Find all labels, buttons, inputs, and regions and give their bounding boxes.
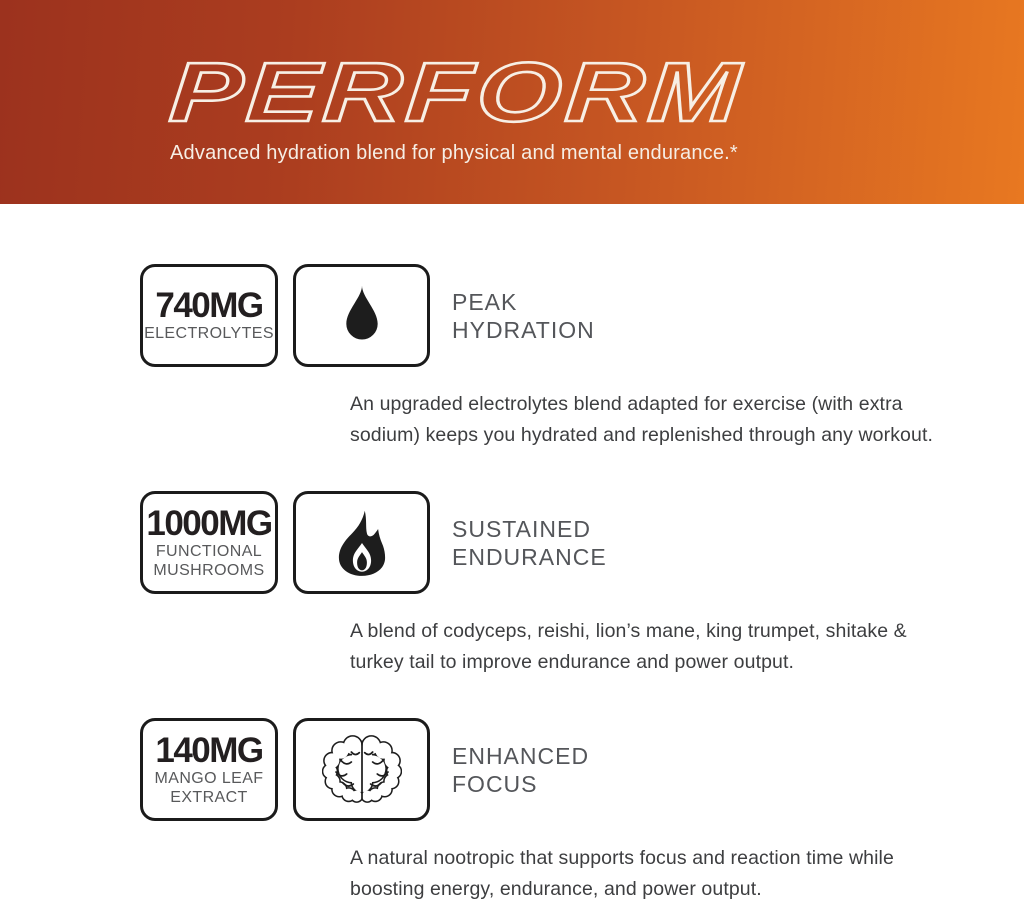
description-line: boosting energy, endurance, and power output. (350, 878, 762, 900)
amount-value: 140MG (155, 730, 263, 770)
ingredient-line: MUSHROOMS (153, 561, 265, 579)
banner-subtitle: Advanced hydration blend for physical and mental endurance.* (170, 142, 738, 164)
product-name-text: PERFORM (166, 45, 747, 139)
brain-glyph (322, 734, 402, 806)
amount-badge-mango-leaf (140, 718, 278, 821)
benefit-title-sustained-endurance (452, 515, 607, 571)
amount-value: 1000MG (146, 503, 272, 543)
water-drop-icon (293, 264, 430, 367)
feature-row (140, 264, 1024, 367)
banner (0, 0, 1024, 204)
ingredient-line: ELECTROLYTES (144, 325, 274, 342)
ingredient-line: EXTRACT (170, 788, 248, 806)
benefit-line: PEAK (452, 288, 518, 315)
feature-description (350, 843, 1024, 905)
water-drop-glyph (334, 280, 390, 352)
ingredient-line: MANGO LEAF (154, 769, 264, 787)
description-line: A blend of codyceps, reishi, lion’s mane, king trumpet, shitake & (350, 620, 907, 642)
feature-sustained-endurance (140, 491, 1024, 678)
benefit-line: FOCUS (452, 770, 538, 797)
ingredient-line: FUNCTIONAL (155, 542, 263, 560)
feature-description (350, 616, 1024, 678)
flame-icon (293, 491, 430, 594)
feature-description (350, 389, 1024, 451)
ingredient-label (153, 542, 264, 580)
description-line: turkey tail to improve endurance and power output. (350, 651, 795, 673)
feature-peak-hydration (140, 264, 1024, 451)
benefit-title-enhanced-focus (452, 742, 589, 798)
benefit-line: ENDURANCE (452, 543, 607, 570)
product-name-title (166, 45, 1024, 139)
feature-row (140, 491, 1024, 594)
description-line: An upgraded electrolytes blend adapted for exercise (with extra (350, 393, 903, 415)
benefit-title-peak-hydration (452, 288, 595, 344)
feature-list (0, 264, 1024, 905)
amount-value: 740MG (155, 286, 263, 325)
description-line: A natural nootropic that supports focus and reaction time while (350, 847, 894, 869)
benefit-line: ENHANCED (452, 742, 590, 769)
ingredient-label (155, 769, 264, 807)
feature-enhanced-focus (140, 718, 1024, 905)
amount-badge-mushrooms (140, 491, 278, 594)
description-line: sodium) keeps you hydrated and replenished through any workout. (350, 424, 933, 446)
flame-glyph (327, 503, 397, 583)
amount-badge-electrolytes (140, 264, 278, 367)
feature-row (140, 718, 1024, 821)
benefit-line: SUSTAINED (452, 515, 591, 542)
brain-icon (293, 718, 430, 821)
ingredient-label (144, 324, 274, 343)
benefit-line: HYDRATION (452, 316, 595, 343)
